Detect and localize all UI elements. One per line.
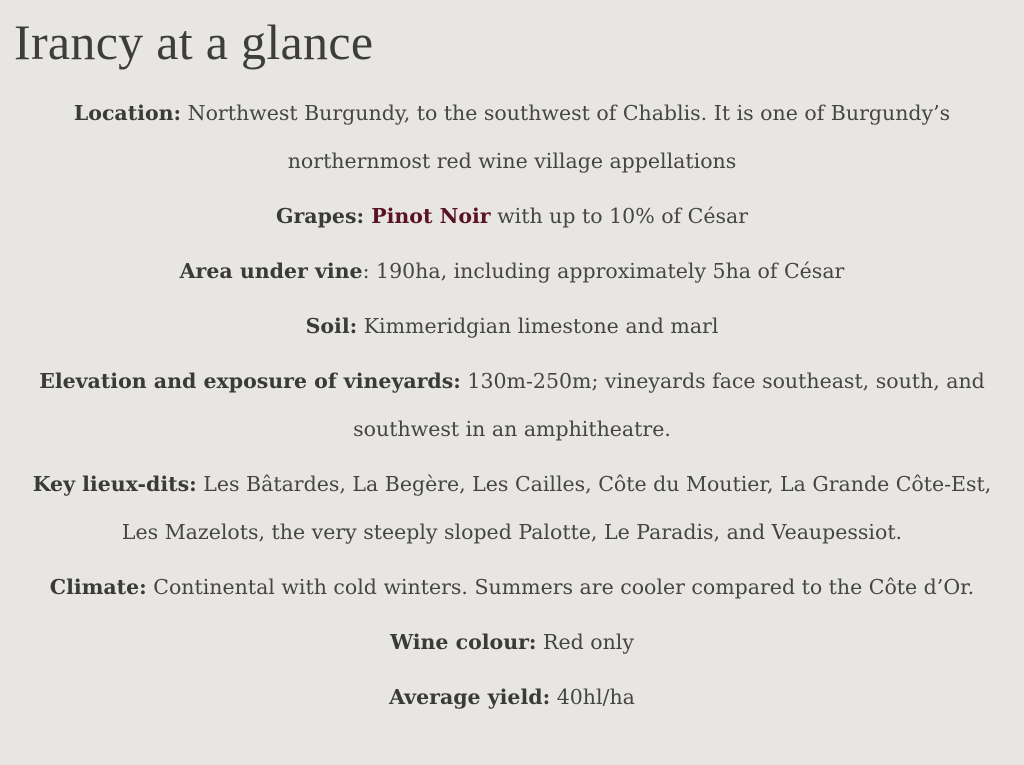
fact-elevation: [18, 357, 1006, 453]
fact-climate: [18, 563, 1006, 611]
fact-text-yield: 40hl/ha: [550, 685, 635, 709]
fact-text-grapes: with up to 10% of César: [490, 204, 748, 228]
fact-label-grapes: Grapes:: [275, 204, 372, 228]
fact-text-area: : 190ha, including approximately 5ha of César: [362, 259, 845, 283]
fact-location: [18, 89, 1006, 185]
fact-label-location: Location:: [73, 101, 182, 125]
fact-text-elevation: 130m-250m; vineyards face southeast, south, and southwest in an amphitheatre.: [353, 369, 985, 441]
fact-colour: [18, 618, 1006, 666]
fact-label-yield: Average yield:: [389, 685, 551, 709]
fact-text-lieux-dits: Les Bâtardes, La Begère, Les Cailles, Côte du Moutier, La Grande Côte-Est, Les Mazelots, the very steeply sloped Palotte, Le Paradis, and Veaupessiot.: [121, 472, 992, 544]
fact-area: [18, 247, 1006, 295]
fact-soil: [18, 302, 1006, 350]
fact-text-climate: Continental with cold winters. Summers are cooler compared to the Côte d’Or.: [146, 575, 975, 599]
fact-text-location: Northwest Burgundy, to the southwest of Chablis. It is one of Burgundy’s northernmost red wine village appellations: [181, 101, 951, 173]
pinot-noir-link[interactable]: Pinot Noir: [371, 204, 491, 228]
fact-label-area: Area under vine: [179, 259, 363, 283]
fact-label-colour: Wine colour:: [390, 630, 537, 654]
fact-grapes: [18, 192, 1006, 240]
fact-label-lieux-dits: Key lieux-dits:: [32, 472, 197, 496]
fact-label-soil: Soil:: [305, 314, 358, 338]
fact-label-climate: Climate:: [49, 575, 147, 599]
fact-label-elevation: Elevation and exposure of vineyards:: [39, 369, 461, 393]
fact-text-colour: Red only: [536, 630, 634, 654]
page-title: Irancy at a glance: [14, 14, 374, 70]
fact-yield: [18, 673, 1006, 721]
fact-lieux-dits: [18, 460, 1006, 556]
fact-text-soil: Kimmeridgian limestone and marl: [357, 314, 719, 338]
facts-list: [18, 89, 1006, 728]
